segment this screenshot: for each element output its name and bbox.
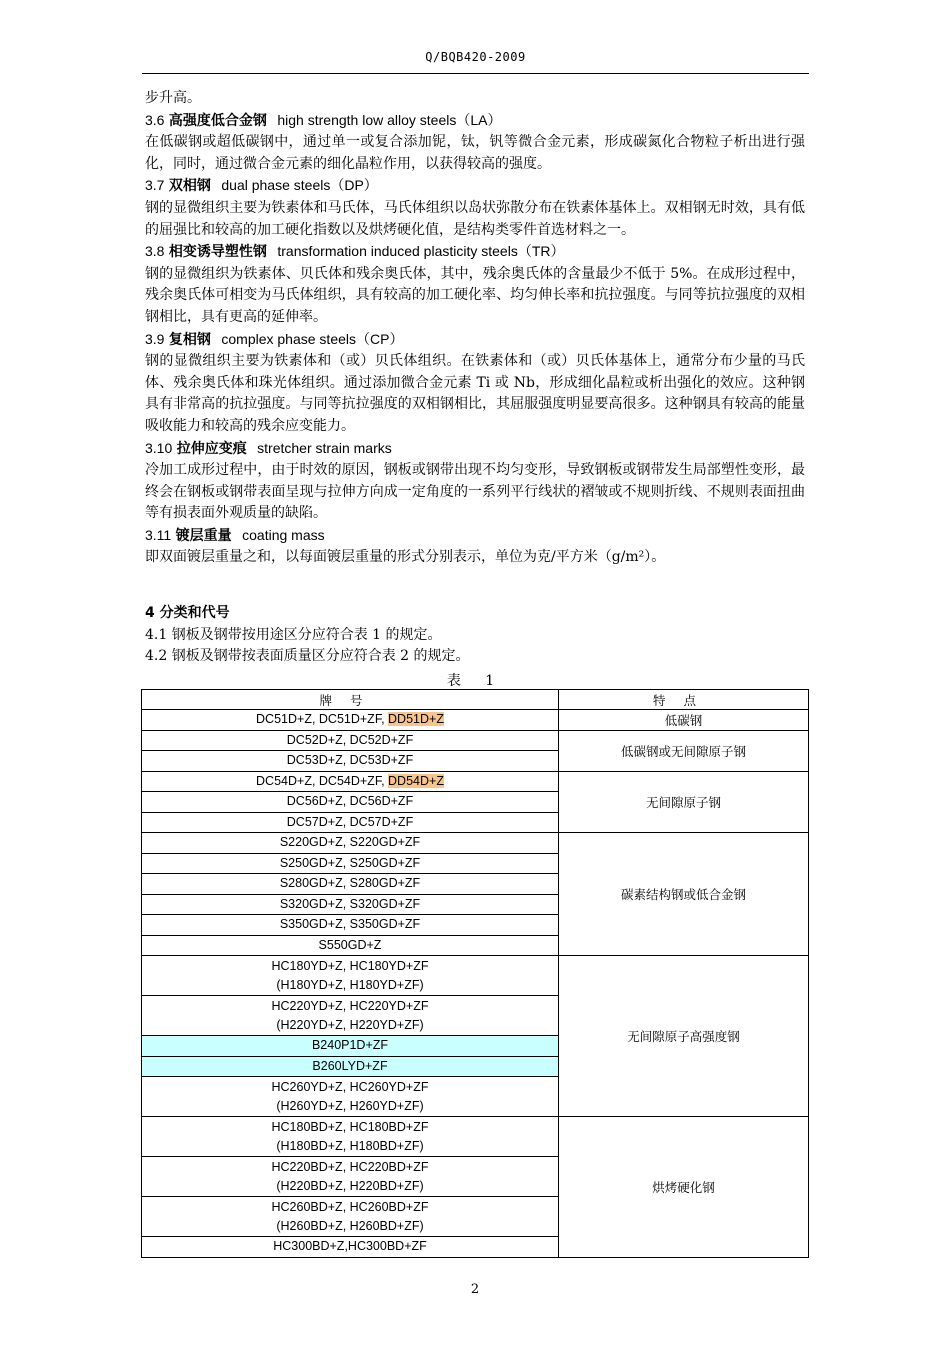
section-4: [145, 603, 805, 668]
paragraph-3-7: 钢的显微组织主要为铁素体和马氏体，马氏体组织以岛状弥散分布在铁素体基体上。双相钢无时效，具有低的屈强比和较高的加工硬化指数以及烘烤硬化值，是结构类零件首选材料之一。: [145, 199, 805, 238]
paragraph-3-10: 冷加工成形过程中，由于时效的原因，钢板或钢带出现不均匀变形，导致钢板或钢带发生局部塑性变形，最终会在钢板或钢带表面呈现与拉伸方向成一定角度的一系列平行线状的褶皱或不规则折线、不规则表面扭曲等有损表面外观质量的缺陷。: [145, 462, 805, 522]
grade-cell: DC57D+Z, DC57D+ZF: [142, 812, 559, 833]
table-row: [142, 833, 809, 854]
heading-3-11: [145, 525, 805, 548]
grade-cell: S350GD+Z, S350GD+ZF: [142, 915, 559, 936]
grade-cell-highlighted: B240P1D+ZF: [142, 1036, 559, 1057]
section-4-2: 4.2 钢板及钢带按表面质量区分应符合表 2 的规定。: [145, 648, 470, 665]
heading-en: coating mass: [242, 526, 325, 543]
grade-cell: S320GD+Z, S320GD+ZF: [142, 894, 559, 915]
heading-en: transformation induced plasticity steels（TR）: [277, 243, 565, 260]
grade-cell: S250GD+Z, S250GD+ZF: [142, 853, 559, 874]
table-row: [142, 730, 809, 751]
heading-3-8: [145, 241, 805, 264]
heading-en: stretcher strain marks: [257, 439, 392, 456]
paragraph-3-8: 钢的显微组织为铁素体、贝氏体和残余奥氏体，其中，残余奥氏体的含量最少不低于 5%。在成形过程中，残余奥氏体可相变为马氏体组织，具有较高的加工硬化率、均匀伸长率和抗拉强度。与同等抗拉强度的双相钢相比，具有更高的延伸率。: [145, 265, 805, 325]
grade-cell: S220GD+Z, S220GD+ZF: [142, 833, 559, 854]
feature-cell: 无间隙原子钢: [559, 771, 809, 833]
heading-number: 3.6: [145, 111, 165, 128]
table-row: [142, 1117, 809, 1157]
heading-3-7: [145, 175, 805, 198]
section-4-title: 4 分类和代号: [145, 605, 230, 621]
heading-zh: 高强度低合金钢: [168, 112, 267, 129]
heading-3-10: [145, 438, 805, 461]
grade-cell: HC260YD+Z, HC260YD+ZF (H260YD+Z, H260YD+ZF): [142, 1077, 559, 1117]
highlighted-grade: DD54D+Z: [388, 773, 444, 788]
grade-cell-highlighted: B260LYD+ZF: [142, 1056, 559, 1077]
grade-cell: DC52D+Z, DC52D+ZF: [142, 730, 559, 751]
grade-cell: S280GD+Z, S280GD+ZF: [142, 874, 559, 895]
column-header-grade: 牌号: [142, 690, 559, 710]
table-row: [142, 956, 809, 996]
paragraph-3-6: 在低碳钢或超低碳钢中，通过单一或复合添加铌，钛，钒等微合金元素，形成碳氮化合物粒子析出进行强化，同时，通过微合金元素的细化晶粒作用，以获得较高的强度。: [145, 134, 805, 172]
paragraph-continuation: 步升高。: [145, 90, 201, 106]
grade-cell: HC260BD+Z, HC260BD+ZF (H260BD+Z, H260BD+ZF): [142, 1197, 559, 1237]
grade-cell: DC56D+Z, DC56D+ZF: [142, 792, 559, 813]
grade-cell: HC300BD+Z,HC300BD+ZF: [142, 1237, 559, 1258]
page-number: 2: [470, 1282, 480, 1297]
paragraph-3-9: 钢的显微组织主要为铁素体和（或）贝氏体组织。在铁素体和（或）贝氏体基体上，通常分布少量的马氏体、残余奥氏体和珠光体组织。通过添加微合金元素 Ti 或 Nb，形成细化晶粒或析出强化的效应。这种钢具有非常高的抗拉强度。与同等抗拉强度的双相钢相比，其屈服强度明显要高很多。这种钢具有较高的能量吸收能力和较高的残余应变能力。: [145, 353, 805, 434]
grade-cell: DC51D+Z, DC51D+ZF, DD51D+Z: [142, 710, 559, 731]
column-header-feature: 特点: [559, 690, 809, 710]
paragraph-3-11: 即双面镀层重量之和，以每面镀层重量的形式分别表示，单位为克/平方米（g/m²）。: [145, 549, 666, 566]
section-4-1: 4.1 钢板及钢带按用途区分应符合表 1 的规定。: [145, 626, 442, 643]
heading-number: 3.11: [145, 526, 172, 543]
highlighted-grade: DD51D+Z: [388, 712, 444, 726]
heading-3-9: [145, 329, 805, 352]
table-header-row: [142, 690, 809, 710]
grade-cell: HC180YD+Z, HC180YD+ZF (H180YD+Z, H180YD+ZF): [142, 956, 559, 996]
feature-cell: 无间隙原子高强度钢: [559, 956, 809, 1117]
heading-zh: 拉伸应变痕: [176, 440, 247, 457]
page-header: Q/BQB420-2009: [425, 50, 526, 64]
heading-zh: 相变诱导塑性钢: [168, 244, 267, 261]
table-caption: 表 1: [446, 673, 505, 689]
feature-cell: 碳素结构钢或低合金钢: [559, 833, 809, 956]
grade-cell: HC220BD+Z, HC220BD+ZF (H220BD+Z, H220BD+ZF): [142, 1157, 559, 1197]
grade-cell: S550GD+Z: [142, 935, 559, 956]
feature-cell: 烘烤硬化钢: [559, 1117, 809, 1258]
grade-cell: HC220YD+Z, HC220YD+ZF (H220YD+Z, H220YD+ZF): [142, 996, 559, 1036]
header-rule: [142, 73, 809, 74]
heading-number: 3.9: [145, 330, 165, 347]
heading-zh: 双相钢: [168, 178, 211, 195]
heading-number: 3.8: [145, 243, 165, 260]
heading-en: dual phase steels（DP）: [221, 177, 378, 194]
grade-cell: HC180BD+Z, HC180BD+ZF (H180BD+Z, H180BD+ZF): [142, 1117, 559, 1157]
heading-en: high strength low alloy steels（LA）: [277, 111, 502, 128]
heading-number: 3.10: [145, 439, 173, 456]
grade-cell: DC53D+Z, DC53D+ZF: [142, 751, 559, 772]
heading-3-6: [145, 110, 805, 133]
definitions-body: [145, 88, 805, 569]
heading-zh: 镀层重量: [175, 527, 232, 544]
feature-cell: 低碳钢: [559, 710, 809, 731]
heading-en: complex phase steels（CP）: [221, 330, 404, 347]
heading-zh: 复相钢: [168, 331, 211, 348]
grade-cell: DC54D+Z, DC54D+ZF, DD54D+Z: [142, 771, 559, 792]
feature-cell: 低碳钢或无间隙原子钢: [559, 730, 809, 771]
table-row: [142, 771, 809, 792]
heading-number: 3.7: [145, 177, 165, 194]
grades-table: [141, 689, 809, 1258]
table-row: [142, 710, 809, 731]
